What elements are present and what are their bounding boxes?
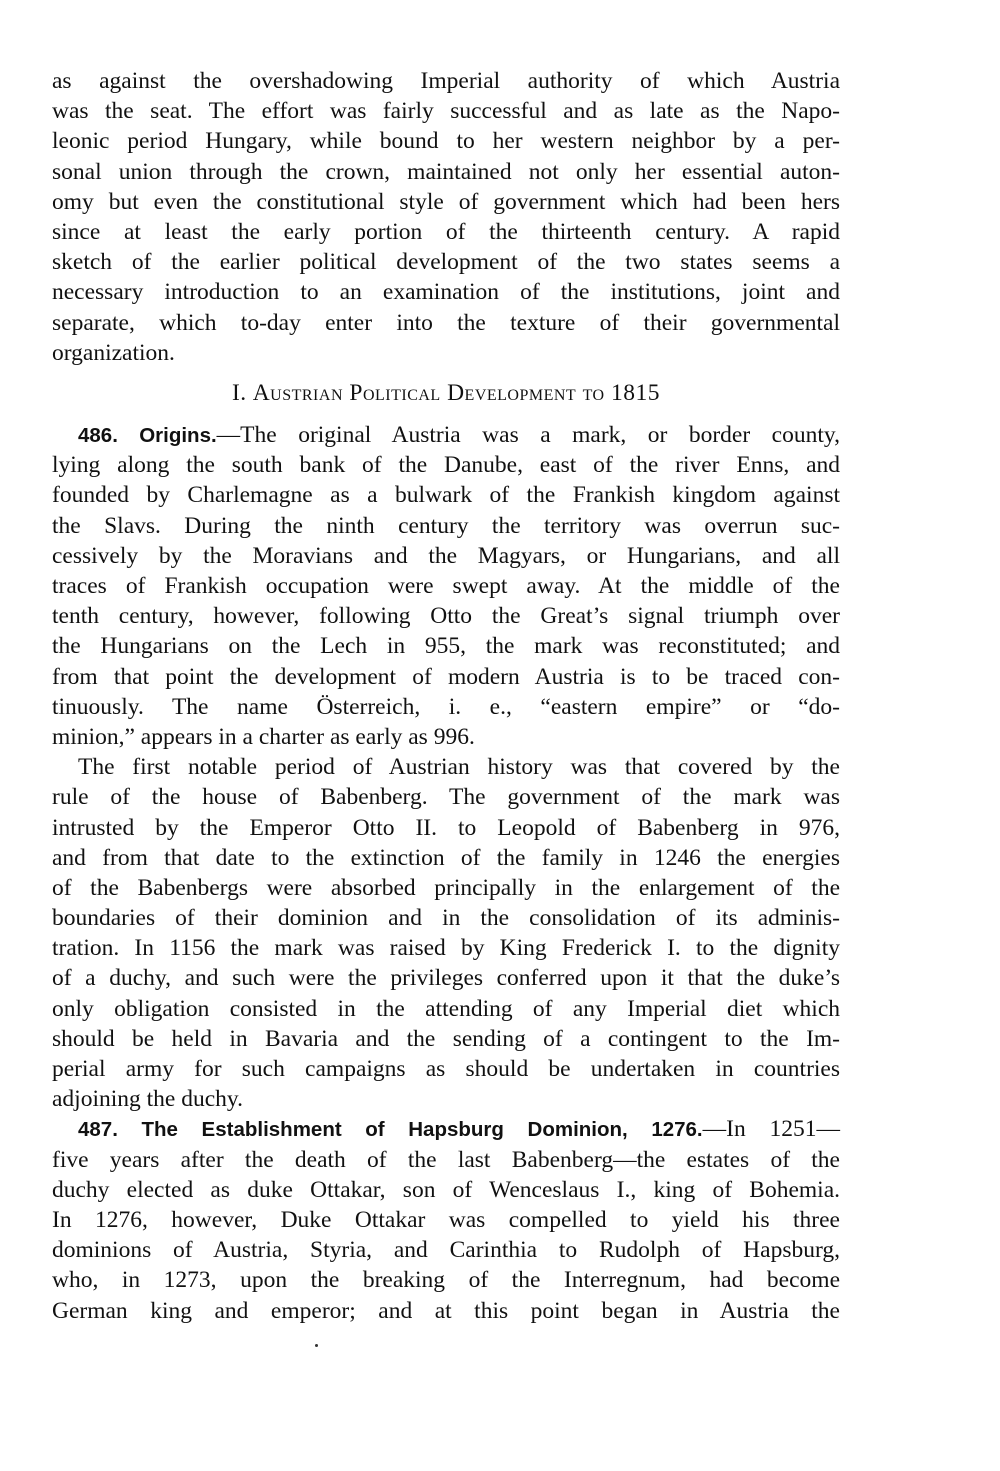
text-line: from that point the development of modern Austria is to be traced con- xyxy=(52,663,840,690)
text-line: founded by Charlemagne as a bulwark of the Frankish kingdom against xyxy=(52,482,840,509)
print-speck xyxy=(315,1344,318,1347)
text-line: tration. In 1156 the mark was raised by King Frederick I. to the dignity xyxy=(52,935,840,962)
text-line: lying along the south bank of the Danube, east of the river Enns, and xyxy=(52,452,840,479)
text-line: the Hungarians on the Lech in 955, the mark was reconstituted; and xyxy=(52,633,840,660)
text-line: tinuously. The name Österreich, i. e., “eastern empire” or “do- xyxy=(52,693,840,720)
text-line: In 1276, however, Duke Ottakar was compelled to yield his three xyxy=(52,1206,840,1233)
section-486 xyxy=(52,420,840,752)
text-line: dominions of Austria, Styria, and Carinthia to Rudolph of Hapsburg, xyxy=(52,1237,840,1264)
text-line: the Slavs. During the ninth century the territory was overrun suc- xyxy=(52,512,840,539)
text-line: necessary introduction to an examination of the institutions, joint and xyxy=(52,279,840,306)
text-line: since at least the early portion of the thirteenth century. A rapid xyxy=(52,218,840,245)
text-line: who, in 1273, upon the breaking of the Interregnum, had become xyxy=(52,1267,840,1294)
intro-paragraph xyxy=(52,66,840,368)
text-line: duchy elected as duke Ottakar, son of Wenceslaus I., king of Bohemia. xyxy=(52,1176,840,1203)
text-line: as against the overshadowing Imperial authority of which Austria xyxy=(52,68,840,94)
text-line: traces of Frankish occupation were swept away. At the middle of the xyxy=(52,573,840,599)
text-line: organization. xyxy=(52,339,175,366)
section-first-line-text: —In 1251— xyxy=(702,1116,841,1143)
section-first-line-text: —The original Austria was a mark, or border county, xyxy=(216,422,840,449)
text-line: omy but even the constitutional style of government which had been hers xyxy=(52,188,840,215)
text-line: was the seat. The effort was fairly successful and as late as the Napo- xyxy=(52,98,840,125)
chapter-title: Austrian Political Development to 1815 xyxy=(252,379,660,406)
chapter-heading xyxy=(52,378,840,408)
babenberg-paragraph xyxy=(52,752,840,1114)
text-line: should be held in Bavaria and the sending of a contingent to the Im- xyxy=(52,1025,840,1052)
page-text xyxy=(52,66,840,1326)
text-line: German king and emperor; and at this point began in Austria the xyxy=(52,1297,840,1324)
section-first-line xyxy=(52,1114,840,1144)
text-line: separate, which to-day enter into the texture of their governmental xyxy=(52,309,840,336)
text-line: The first notable period of Austrian history was that covered by the xyxy=(78,754,840,781)
text-line: sonal union through the crown, maintained not only her essential auton- xyxy=(52,158,840,185)
text-line: of a duchy, and such were the privileges conferred upon it that the duke’s xyxy=(52,965,840,992)
text-line: tenth century, however, following Otto the Great’s signal triumph over xyxy=(52,603,840,630)
text-line: minion,” appears in a charter as early as 996. xyxy=(52,723,475,750)
text-line: only obligation consisted in the attending of any Imperial diet which xyxy=(52,995,840,1022)
text-line: intrusted by the Emperor Otto II. to Leopold of Babenberg in 976, xyxy=(52,814,840,841)
text-line: sketch of the earlier political development of the two states seems a xyxy=(52,249,840,276)
text-line: five years after the death of the last Babenberg—the estates of the xyxy=(52,1146,840,1173)
text-line: boundaries of their dominion and in the consolidation of its adminis- xyxy=(52,905,840,932)
section-first-line xyxy=(52,420,840,450)
text-line: and from that date to the extinction of the family in 1246 the energies xyxy=(52,844,840,871)
text-line: perial army for such campaigns as should be undertaken in countries xyxy=(52,1056,840,1082)
text-line: leonic period Hungary, while bound to her western neighbor by a per- xyxy=(52,128,840,155)
section-heading: 487. The Establishment of Hapsburg Dominion, 1276. xyxy=(78,1118,703,1142)
section-heading: 486. Origins. xyxy=(78,424,217,448)
text-line: cessively by the Moravians and the Magyars, or Hungarians, and all xyxy=(52,542,840,569)
chapter-numeral: I. xyxy=(231,379,247,406)
text-line: adjoining the duchy. xyxy=(52,1086,244,1113)
text-line: of the Babenbergs were absorbed principally in the enlargement of the xyxy=(52,874,840,901)
text-line: rule of the house of Babenberg. The government of the mark was xyxy=(52,784,840,811)
section-487 xyxy=(52,1114,840,1325)
